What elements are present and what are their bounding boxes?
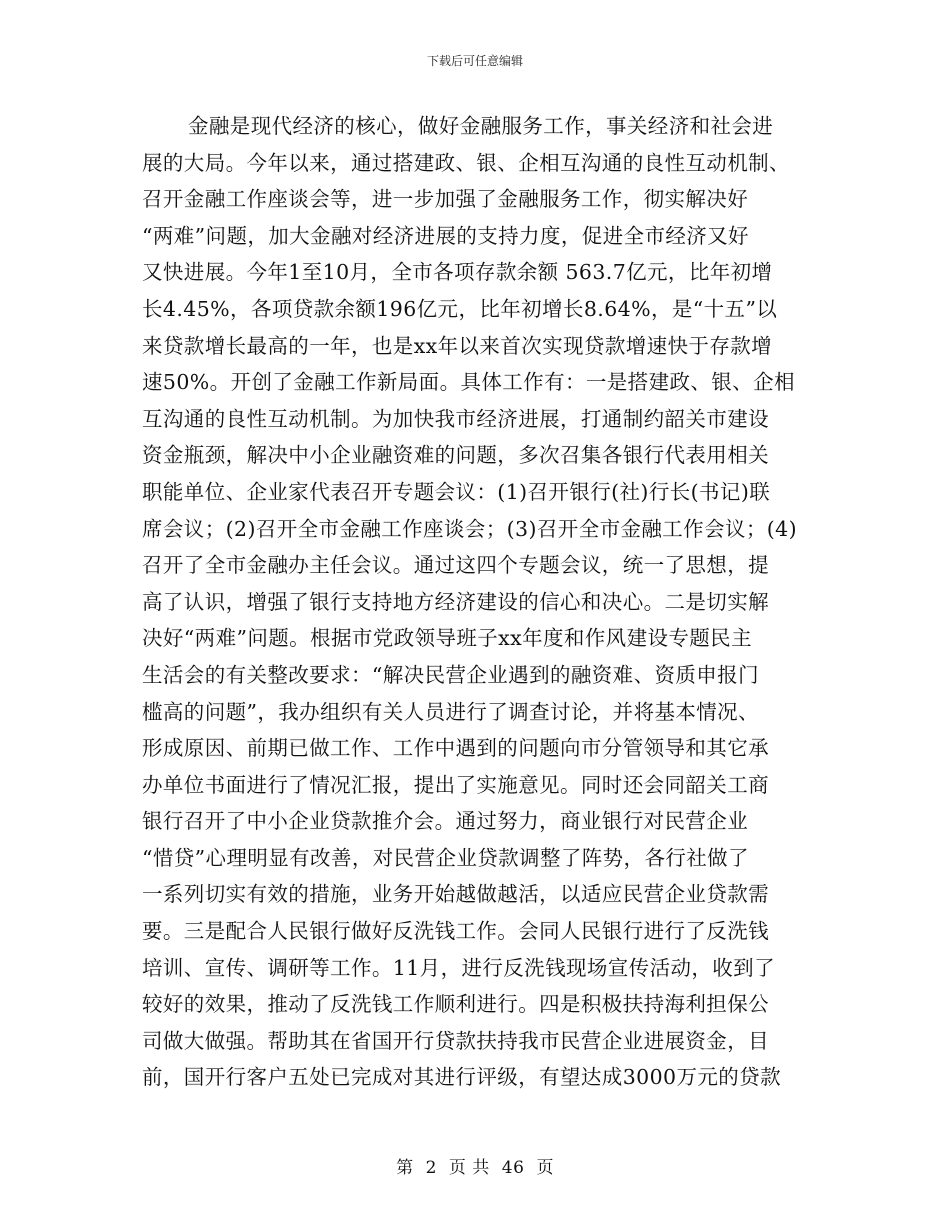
paragraph-line: 高了认识，增强了银行支持地方经济建设的信心和决心。二是切实解	[142, 589, 769, 614]
paragraph-line: 决好“两难”问题。根据市党政领导班子xx年度和作风建设专题民主	[142, 626, 752, 651]
paragraph-line: 召开了全市金融办主任会议。通过这四个专题会议，统一了思想，提	[142, 553, 769, 578]
paragraph-line: 职能单位、企业家代表召开专题会议：(1)召开银行(社)行长(书记)联	[142, 479, 771, 504]
page-total: 46	[501, 1158, 525, 1178]
page-footer	[0, 1153, 950, 1178]
paragraph-line: 资金瓶颈，解决中小企业融资难的问题，多次召集各银行代表用相关	[142, 443, 769, 468]
footer-suffix: 页	[536, 1158, 554, 1178]
paragraph-line: 互沟通的良性互动机制。为加快我市经济进展，打通制约韶关市建设	[142, 406, 769, 431]
paragraph-line: 一系列切实有效的措施，业务开始越做越活，以适应民营企业贷款需	[142, 882, 769, 907]
paragraph-line: “惜贷”心理明显有改善，对民营企业贷款调整了阵势，各行社做了	[142, 845, 749, 870]
paragraph-line: 槛高的问题”，我办组织有关人员进行了调查讨论，并将基本情况、	[142, 699, 759, 724]
paragraph-line: 较好的效果，推动了反洗钱工作顺利进行。四是积极扶持海利担保公	[142, 992, 769, 1017]
paragraph-line: 又快进展。今年1至10月，全市各项存款余额 563.7亿元，比年初增	[142, 260, 773, 285]
paragraph-line: 来贷款增长最高的一年，也是xx年以来首次实现贷款增速快于存款增	[142, 333, 773, 358]
paragraph-line: 长4.45%，各项贷款余额196亿元，比年初增长8.64%，是“十五”以	[142, 296, 778, 321]
paragraph-line: 前，国开行客户五处已完成对其进行评级，有望达成3000万元的贷款	[142, 1065, 781, 1090]
paragraph-line: 办单位书面进行了情况汇报，提出了实施意见。同时还会同韶关工商	[142, 772, 769, 797]
paragraph-line: 展的大局。今年以来，通过搭建政、银、企相互沟通的良性互动机制、	[142, 150, 790, 175]
paragraph-line: 金融是现代经济的核心，做好金融服务工作，事关经济和社会进	[188, 114, 774, 138]
paragraph-line: 培训、宣传、调研等工作。11月，进行反洗钱现场宣传活动，收到了	[142, 955, 775, 980]
paragraph-line: 银行召开了中小企业贷款推介会。通过努力，商业银行对民营企业	[142, 809, 749, 834]
paragraph-line: 生活会的有关整改要求：“解决民营企业遇到的融资难、资质申报门	[142, 662, 759, 687]
paragraph-line: 召开金融工作座谈会等，进一步加强了金融服务工作，彻实解决好	[142, 187, 749, 212]
footer-middle: 页 共	[448, 1158, 490, 1178]
page-number: 2	[425, 1158, 437, 1178]
header-note: 下载后可任意编辑	[426, 54, 523, 68]
paragraph-line: 速50%。开创了金融工作新局面。具体工作有：一是搭建政、银、企相	[142, 370, 795, 395]
footer-prefix: 第	[396, 1158, 414, 1178]
paragraph-line: “两难”问题，加大金融对经济进展的支持力度，促进全市经济又好	[142, 223, 749, 248]
document-body	[142, 108, 810, 1096]
paragraph-line: 要。三是配合人民银行做好反洗钱工作。会同人民银行进行了反洗钱	[142, 919, 769, 944]
paragraph-line: 司做大做强。帮助其在省国开行贷款扶持我市民营企业进展资金，目	[142, 1028, 769, 1053]
paragraph-line: 席会议；(2)召开全市金融工作座谈会；(3)召开全市金融工作会议；(4)	[142, 516, 798, 541]
paragraph-line: 形成原因、前期已做工作、工作中遇到的问题向市分管领导和其它承	[142, 736, 769, 761]
